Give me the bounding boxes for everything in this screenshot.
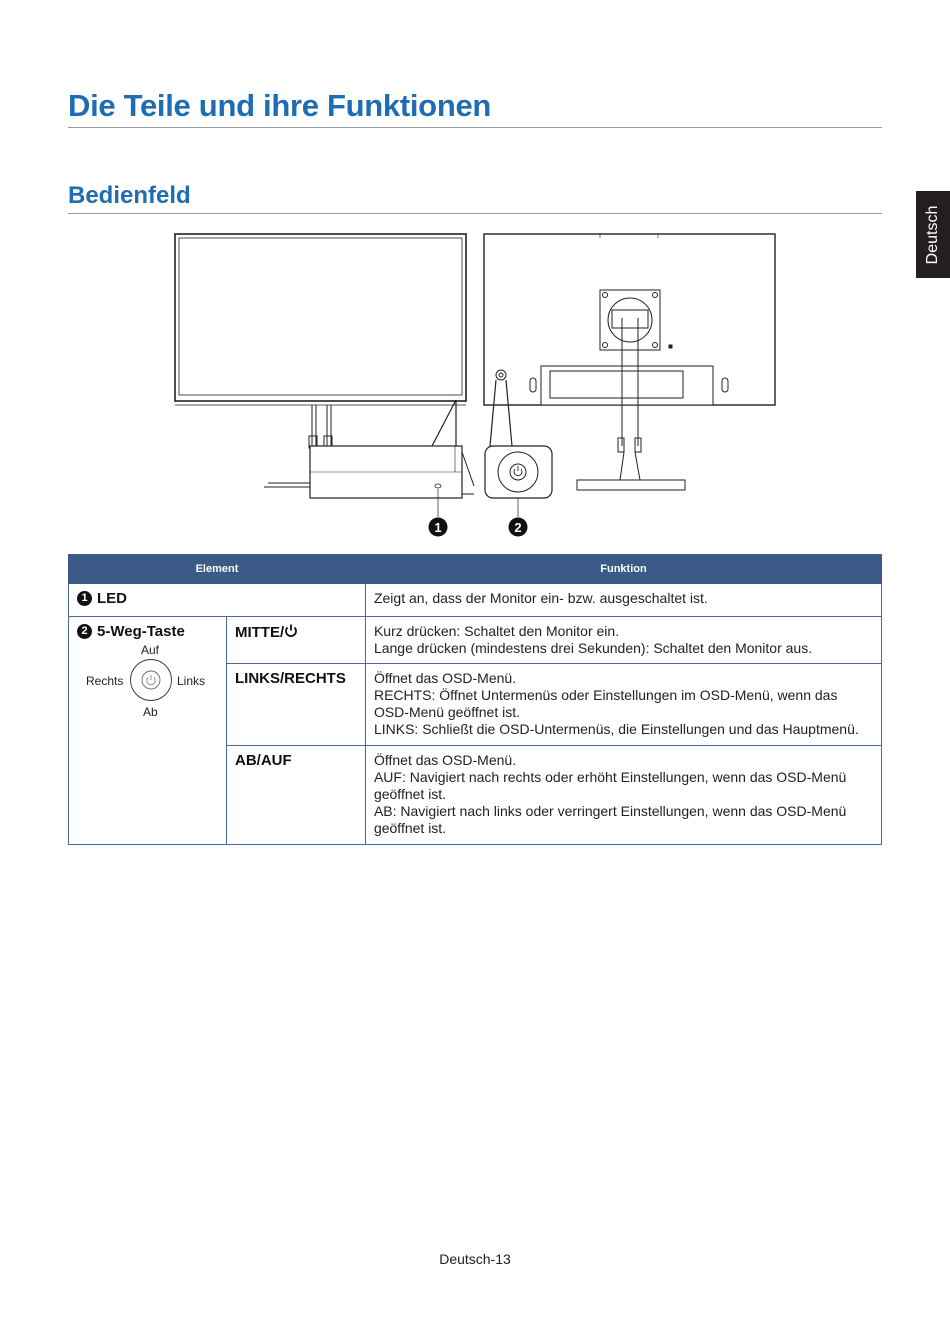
ab-auf-key-cell (226, 746, 365, 845)
table-header-row (69, 555, 882, 584)
language-tab-label: Deutsch (924, 205, 941, 264)
direction-down-label: Ab (143, 705, 158, 719)
five-way-element-cell (69, 617, 227, 845)
direction-left-label: Rechts (86, 674, 124, 688)
direction-right-label: Links (177, 674, 206, 688)
callout-1 (429, 518, 448, 537)
page-number: Deutsch-13 (439, 1251, 511, 1267)
direction-up-label: Auf (141, 643, 160, 657)
function-line: RECHTS: Öffnet Untermenüs oder Einstellungen im OSD-Menü, wenn das (373, 687, 838, 703)
mitte-key-label: MITTE/ (234, 624, 285, 641)
table-row-mitte (69, 617, 882, 664)
monitor-back-view (484, 234, 775, 498)
number-1-badge: 1 (77, 591, 92, 606)
monitor-front-view (175, 234, 474, 498)
function-line: Kurz drücken: Schaltet den Monitor ein. (373, 623, 620, 639)
led-function-cell (365, 584, 881, 617)
callout-1-label: 1 (434, 520, 442, 535)
controls-table (68, 554, 882, 845)
links-rechts-function-cell (365, 664, 881, 746)
led-function-text: Zeigt an, dass der Monitor ein- bzw. ausgeschaltet ist. (373, 590, 708, 606)
callout-2 (509, 518, 528, 537)
section-title: Bedienfeld (68, 182, 191, 209)
function-line: geöffnet ist. (373, 820, 447, 836)
five-way-diagram (77, 642, 217, 720)
power-icon (284, 623, 298, 638)
header-function: Funktion (365, 555, 881, 584)
function-line: Öffnet das OSD-Menü. (373, 670, 517, 686)
header-element: Element (69, 555, 366, 584)
mitte-key-cell (226, 617, 365, 664)
callout-2-label: 2 (514, 520, 522, 535)
function-line: OSD-Menü geöffnet ist. (373, 704, 520, 720)
five-way-label: 5-Weg-Taste (97, 623, 185, 640)
links-rechts-key-label: LINKS/RECHTS (234, 670, 346, 687)
function-line: AB: Navigiert nach links oder verringert Einstellungen, wenn das OSD-Menü (373, 803, 847, 819)
function-line: Lange drücken (mindestens drei Sekunden): Schaltet den Monitor aus. (373, 640, 813, 656)
ab-auf-key-label: AB/AUF (234, 752, 292, 769)
led-element-cell (69, 584, 366, 617)
function-line: geöffnet ist. (373, 786, 447, 802)
links-rechts-key-cell (226, 664, 365, 746)
monitor-illustration (0, 0, 950, 545)
number-2-badge: 2 (77, 624, 92, 639)
page-title: Die Teile und ihre Funktionen (68, 88, 492, 123)
mitte-function-cell (365, 617, 881, 664)
joystick-icon (129, 658, 173, 702)
ab-auf-function-cell (365, 746, 881, 845)
table-row-led (69, 584, 882, 617)
function-line: LINKS: Schließt die OSD-Untermenüs, die Einstellungen und das Hauptmenü. (373, 721, 859, 737)
function-line: AUF: Navigiert nach rechts oder erhöht Einstellungen, wenn das OSD-Menü (373, 769, 847, 785)
function-line: Öffnet das OSD-Menü. (373, 752, 517, 768)
led-label: LED (97, 590, 127, 607)
